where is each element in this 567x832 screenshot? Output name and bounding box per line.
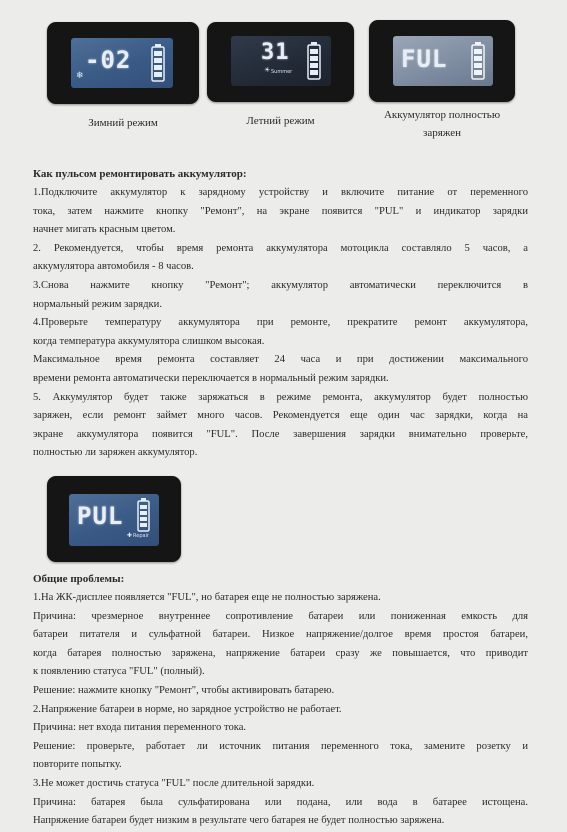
snowflake-icon: ❄ bbox=[76, 70, 84, 80]
display-screen bbox=[393, 36, 493, 86]
text-line: начнет мигать красным цветом. bbox=[33, 224, 176, 236]
summer-mode-caption: Летний режим bbox=[246, 115, 315, 127]
text-line: Решение: нажмите кнопку "Ремонт", чтобы активировать батарею. bbox=[33, 684, 335, 696]
section-heading: Общие проблемы: bbox=[33, 573, 125, 585]
repair-mode-display bbox=[47, 476, 181, 562]
battery-icon bbox=[471, 42, 485, 80]
display-screen bbox=[71, 38, 173, 88]
sun-icon: ☀ bbox=[264, 66, 271, 74]
repair-instructions bbox=[33, 165, 528, 463]
text-line: аккумулятора автомобиля - 8 часов. bbox=[33, 261, 194, 273]
text-line: 4.Проверьте температуру аккумулятора при ремонте, прекратите ремонт аккумулятора, bbox=[33, 317, 528, 329]
text-line: экране аккумулятора появится "FUL". После завершения зарядки внимательно проверьте, bbox=[33, 428, 528, 440]
text-line: времени ремонта автоматически переключается в нормальный режим зарядки. bbox=[33, 372, 389, 384]
text-line: Решение: проверьте, работает ли источник питания переменного тока, замените розетку и bbox=[33, 740, 528, 752]
display-reading: -02 bbox=[85, 46, 132, 74]
display-screen bbox=[69, 494, 159, 546]
text-line: заряжен, если ремонт займет много часов. Рекомендуется еще один час зарядки, когда на bbox=[33, 410, 528, 422]
battery-icon bbox=[137, 498, 150, 532]
wrench-icon: ✚ bbox=[127, 533, 133, 539]
winter-mode-display bbox=[47, 22, 199, 104]
text-line: полностью ли заряжен аккумулятор. bbox=[33, 447, 198, 459]
caption-line: Аккумулятор полностью bbox=[383, 109, 501, 121]
display-screen bbox=[231, 36, 331, 86]
text-line: 2.Напряжение батареи в норме, но зарядное устройство не работает. bbox=[33, 703, 342, 715]
caption-line: заряжен bbox=[422, 127, 461, 139]
text-line: 1.Подключите аккумулятор к зарядному устройству и включите питание от переменного bbox=[33, 187, 528, 198]
text-line: нормальный режим зарядки. bbox=[33, 298, 163, 310]
full-charge-caption bbox=[362, 106, 522, 142]
display-reading: 31 bbox=[261, 40, 290, 65]
text-line: 3.Не может достичь статуса "FUL" после длительной зарядки. bbox=[33, 777, 315, 789]
display-reading: FUL bbox=[401, 45, 448, 73]
problem-lines bbox=[33, 589, 528, 831]
text-line: Причина: батарея была сульфатирована или подана, или вода в батарее истощена. bbox=[33, 796, 528, 808]
summer-mode-display bbox=[207, 22, 354, 102]
text-line: 5. Аккумулятор будет также заряжаться в режиме ремонта, аккумулятор будет полностью bbox=[33, 391, 528, 403]
battery-icon bbox=[307, 42, 321, 80]
text-line: батареи питателя и сульфатной батареи. Низкое напряжение/долгое время простоя батареи, bbox=[33, 629, 528, 641]
full-charge-display bbox=[369, 20, 515, 102]
section-heading: Как пульсом ремонтировать аккумулятор: bbox=[33, 168, 247, 180]
text-line: Напряжение батареи будет низким в результате чего батарея не будет полностью заряжена. bbox=[33, 815, 445, 827]
text-line: Максимальное время ремонта составляет 24 часа и при достижении максимального bbox=[33, 354, 528, 366]
text-line: к появлению статуса "FUL" (полный). bbox=[33, 666, 205, 678]
text-line: 3.Снова нажмите кнопку "Ремонт"; аккумулятор автоматически переключится в bbox=[33, 279, 528, 291]
display-reading: PUL bbox=[77, 502, 124, 530]
text-line: повторите попытку. bbox=[33, 759, 122, 771]
common-problems bbox=[33, 570, 528, 831]
text-line: 1.На ЖК-дисплее появляется "FUL", но батарея еще не полностью заряжена. bbox=[33, 592, 381, 603]
text-line: когда температура аккумулятора слишком высокая. bbox=[33, 335, 265, 347]
battery-icon bbox=[151, 44, 165, 82]
text-line: тока, затем нажмите кнопку "Ремонт", на экране появится "PUL" и индикатор зарядки bbox=[33, 205, 528, 217]
repair-label: Repair bbox=[133, 533, 150, 539]
text-line: когда батарея полностью заряжена, напряжение батареи сразу же повышается, что приводит bbox=[33, 647, 528, 659]
instruction-lines bbox=[33, 184, 528, 463]
text-line: Причина: нет входа питания переменного тока. bbox=[33, 722, 247, 734]
summer-label: Summer bbox=[271, 69, 293, 75]
winter-mode-caption: Зимний режим bbox=[88, 117, 158, 129]
text-line: Причина: чрезмерное внутреннее сопротивление батареи или пониженная емкость для bbox=[33, 610, 528, 622]
text-line: 2. Рекомендуется, чтобы время ремонта аккумулятора мотоцикла составляло 5 часов, а bbox=[33, 242, 528, 254]
